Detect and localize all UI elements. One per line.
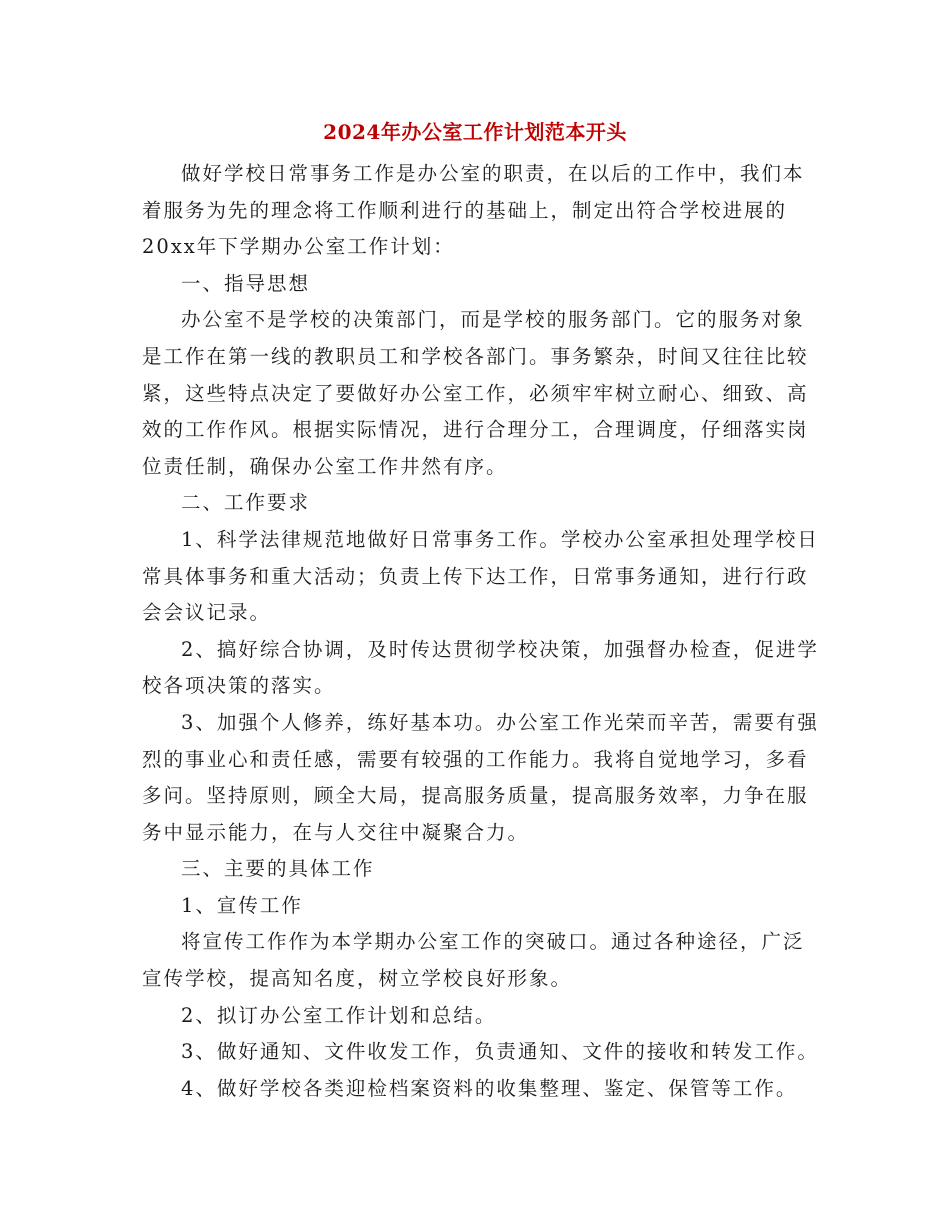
document-title: 2024年办公室工作计划范本开头: [323, 120, 627, 144]
paragraph-item-2: 2、拟订办公室工作计划和总结。: [181, 1003, 497, 1027]
section-heading-guiding-thought: 一、指导思想: [181, 271, 311, 295]
document-body: [142, 156, 822, 1107]
section-heading-main-work: 三、主要的具体工作: [181, 857, 375, 881]
paragraph-requirement-2: 2、搞好综合协调，及时传达贯彻学校决策，加强督办检查，促进学校各项决策的落实。: [142, 637, 819, 698]
paragraph-publicity: 将宣传工作作为本学期办公室工作的突破口。通过各种途径，广泛宣传学校，提高知名度，树立学校良好形象。: [142, 930, 805, 991]
paragraph-office-role: 办公室不是学校的决策部门，而是学校的服务部门。它的服务对象是工作在第一线的教职员工和学校各部门。事务繁杂，时间又往往比较紧，这些特点决定了要做好办公室工作，必须牢牢树立耐心、细致、高效的工作作风。根据实际情况，进行合理分工，合理调度，仔细落实岗位责任制，确保办公室工作井然有序。: [142, 308, 809, 478]
paragraph-item-3: 3、做好通知、文件收发工作，负责通知、文件的接收和转发工作。: [181, 1040, 819, 1064]
paragraph-item-4: 4、做好学校各类迎检档案资料的收集整理、鉴定、保管等工作。: [181, 1076, 798, 1100]
intro-paragraph: 做好学校日常事务工作是办公室的职责，在以后的工作中，我们本着服务为先的理念将工作顺利进行的基础上，制定出符合学校进展的20xx年下学期办公室工作计划：: [142, 162, 805, 259]
section-heading-work-requirements: 二、工作要求: [181, 491, 311, 515]
paragraph-requirement-1: 1、科学法律规范地做好日常事务工作。学校办公室承担处理学校日常具体事务和重大活动；负责上传下达工作，日常事务通知，进行行政会会议记录。: [142, 527, 819, 625]
subheading-publicity: 1、宣传工作: [181, 893, 303, 917]
paragraph-requirement-3: 3、加强个人修养，练好基本功。办公室工作光荣而辛苦，需要有强烈的事业心和责任感，需要有较强的工作能力。我将自觉地学习，多看多问。坚持原则，顾全大局，提高服务质量，提高服务效率，力争在服务中显示能力，在与人交往中凝聚合力。: [142, 710, 819, 844]
